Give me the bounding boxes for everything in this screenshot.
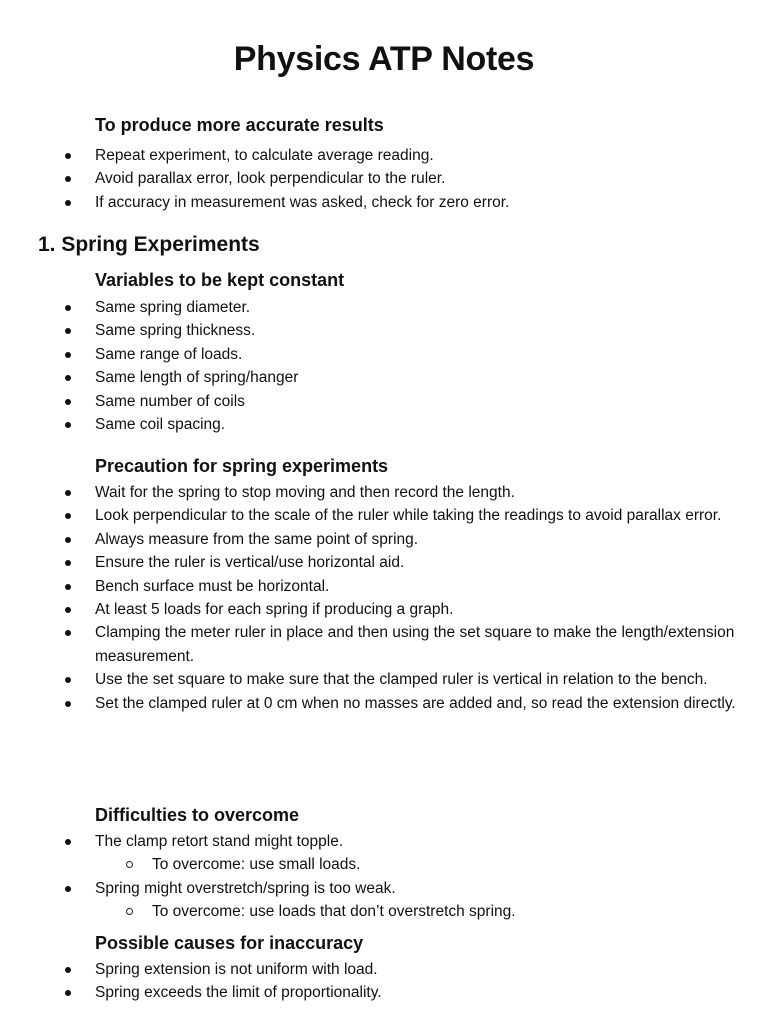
inaccuracy-heading: Possible causes for inaccuracy — [95, 933, 364, 953]
bullet-icon — [65, 328, 71, 334]
bullet-icon — [65, 584, 71, 590]
bullet-icon — [65, 990, 71, 996]
difficulties-list — [0, 830, 768, 924]
bullet-icon — [65, 176, 71, 182]
list-item: Same spring diameter. — [0, 296, 768, 319]
bullet-icon — [65, 677, 71, 683]
list-item: At least 5 loads for each spring if producing a graph. — [0, 598, 768, 621]
bullet-icon — [65, 305, 71, 311]
bullet-icon — [65, 630, 71, 636]
bullet-icon — [65, 560, 71, 566]
bullet-icon — [65, 490, 71, 496]
sub-list-item: To overcome: use small loads. — [0, 853, 768, 876]
list-item: Use the set square to make sure that the clamped ruler is vertical in relation to the bench. — [0, 668, 768, 691]
list-item: The clamp retort stand might topple. — [0, 830, 768, 853]
inaccuracy-list — [0, 958, 768, 1005]
accuracy-list — [0, 144, 768, 214]
page-title: Physics ATP Notes — [233, 40, 535, 78]
list-item: Same length of spring/hanger — [0, 366, 768, 389]
list-item: Ensure the ruler is vertical/use horizontal aid. — [0, 551, 768, 574]
bullet-icon — [65, 537, 71, 543]
hollow-bullet-icon — [126, 908, 133, 915]
list-item: Same coil spacing. — [0, 413, 768, 436]
difficulties-heading: Difficulties to overcome — [95, 805, 300, 825]
list-item: If accuracy in measurement was asked, check for zero error. — [0, 191, 768, 214]
bullet-icon — [65, 422, 71, 428]
list-item: Bench surface must be horizontal. — [0, 575, 768, 598]
bullet-icon — [65, 200, 71, 206]
bullet-icon — [65, 701, 71, 707]
hollow-bullet-icon — [126, 861, 133, 868]
list-item: Spring exceeds the limit of proportionality. — [0, 981, 768, 1004]
precautions-list — [0, 481, 768, 715]
list-item: Wait for the spring to stop moving and then record the length. — [0, 481, 768, 504]
bullet-icon — [65, 607, 71, 613]
bullet-icon — [65, 352, 71, 358]
sub-list-item: To overcome: use loads that don’t overstretch spring. — [0, 900, 768, 923]
bullet-icon — [65, 839, 71, 845]
list-item: Always measure from the same point of spring. — [0, 528, 768, 551]
precautions-heading: Precaution for spring experiments — [95, 456, 389, 476]
bullet-icon — [65, 399, 71, 405]
list-item: Repeat experiment, to calculate average reading. — [0, 144, 768, 167]
bullet-icon — [65, 886, 71, 892]
list-item: Avoid parallax error, look perpendicular to the ruler. — [0, 167, 768, 190]
bullet-icon — [65, 375, 71, 381]
list-item: Look perpendicular to the scale of the ruler while taking the readings to avoid parallax error. — [0, 504, 768, 527]
bullet-icon — [65, 513, 71, 519]
variables-heading: Variables to be kept constant — [95, 270, 345, 290]
list-item: Spring might overstretch/spring is too weak. — [0, 877, 768, 900]
list-item: Clamping the meter ruler in place and then using the set square to make the length/extension measurement. — [0, 621, 768, 668]
list-item: Set the clamped ruler at 0 cm when no masses are added and, so read the extension directly. — [0, 692, 768, 715]
list-item: Spring extension is not uniform with load. — [0, 958, 768, 981]
bullet-icon — [65, 967, 71, 973]
accuracy-heading: To produce more accurate results — [95, 115, 384, 135]
bullet-icon — [65, 153, 71, 159]
list-item: Same range of loads. — [0, 343, 768, 366]
section-heading-spring: 1. Spring Experiments — [38, 233, 260, 256]
list-item: Same spring thickness. — [0, 319, 768, 342]
variables-list — [0, 296, 768, 436]
list-item: Same number of coils — [0, 390, 768, 413]
